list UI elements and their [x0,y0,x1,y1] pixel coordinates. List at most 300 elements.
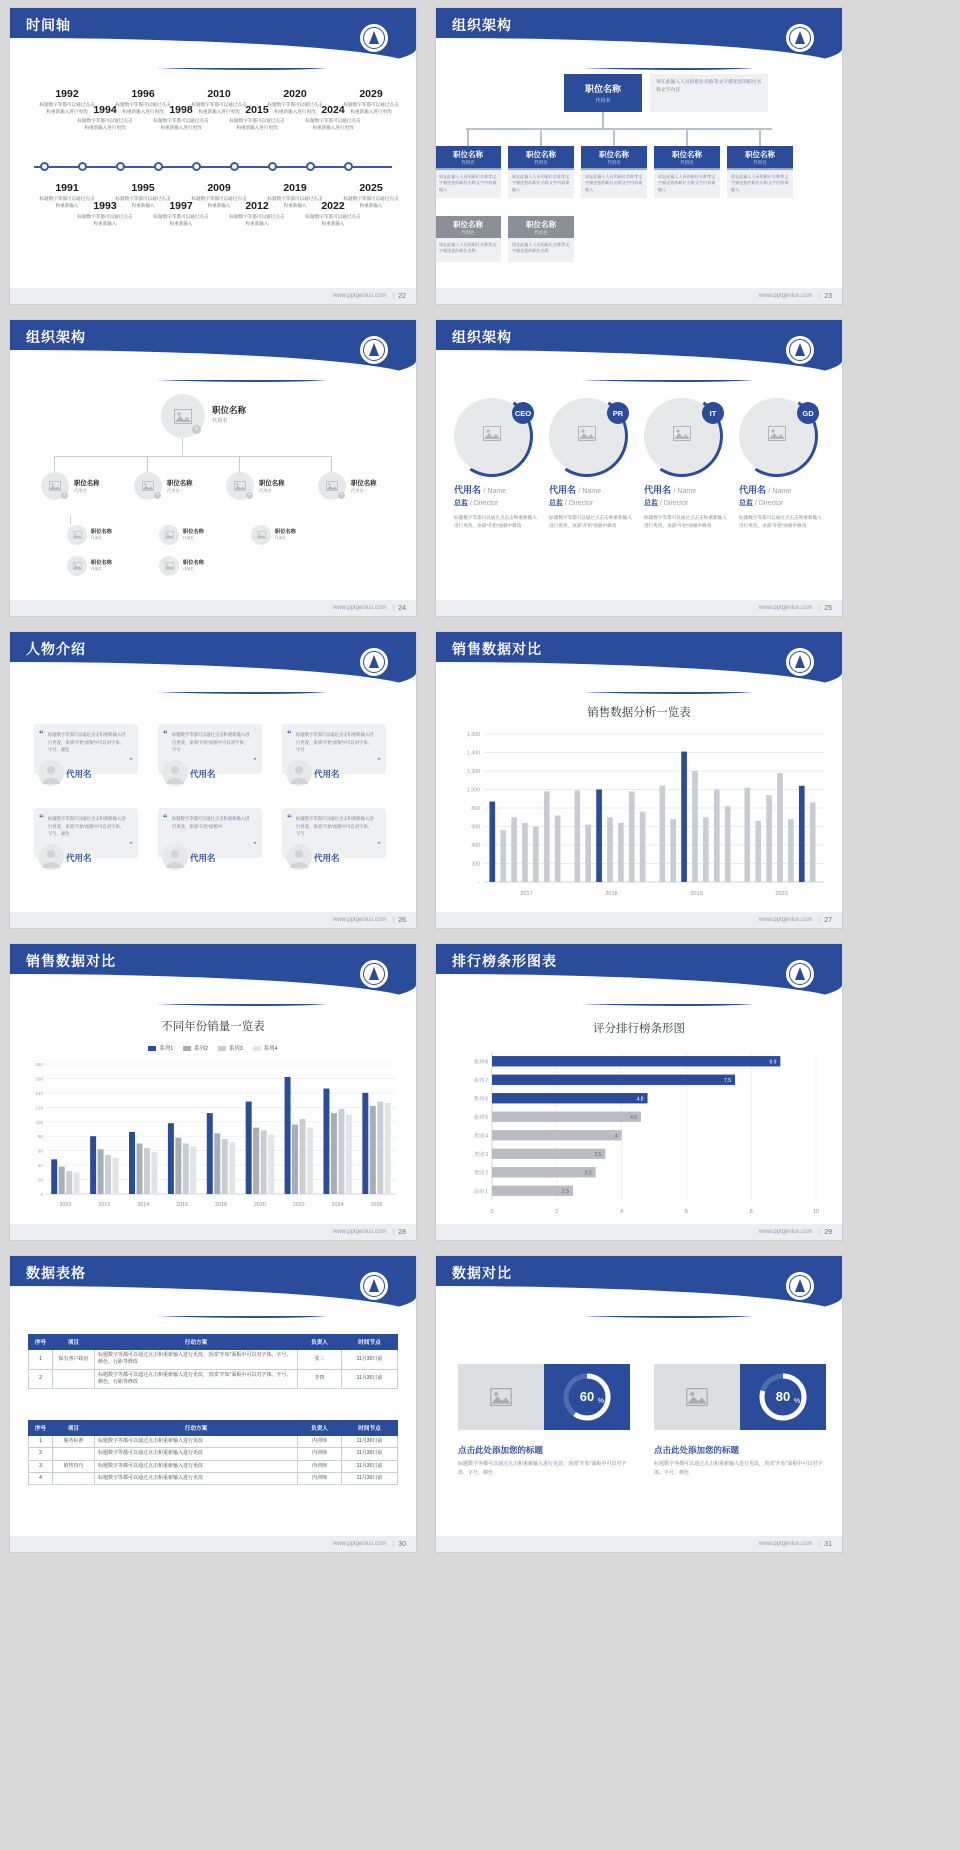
photo-placeholder[interactable] [41,472,69,500]
slide-footer [436,1536,842,1552]
slide-footer [10,288,416,304]
timeline-desc: 标题数字等都可以通过点击和重新输入进行更改 [39,102,95,115]
quote-close-icon: ” [129,757,132,766]
quote-text: 标题数字等都可以通过点击和重新输入进行更改，顶部“开始”面板中可以对字体、字号、颜色 [48,816,126,837]
table-row[interactable] [29,1350,398,1370]
photo-placeholder[interactable] [67,556,87,576]
page-title: 销售数据对比 [26,953,116,969]
compare-card[interactable] [458,1364,630,1430]
person-role-en: / Director [754,500,784,507]
photo-placeholder[interactable] [458,1364,544,1430]
page-number: 28 [398,1228,406,1236]
org-card-sub: 代用名 [461,159,475,165]
org-node-label [91,528,112,541]
page-title: 组织架构 [452,329,512,345]
connector [466,128,772,130]
slide-people-intro [10,632,416,928]
svg-text:200: 200 [471,861,480,868]
footer-separator: | [818,1540,821,1548]
data-table-1 [28,1334,398,1389]
svg-text:100: 100 [35,1119,43,1125]
timeline-desc: 标题数字等都可以通过点击和重新输入 [153,214,209,227]
add-image-icon[interactable]: + [338,492,345,499]
cell-deadline: 11月30日前 [342,1448,398,1460]
svg-text:160: 160 [35,1076,43,1082]
avatar [38,844,64,870]
bar-chart [20,1060,404,1210]
column-header: 序号 [29,1335,53,1350]
footer-separator: | [818,604,821,612]
brand-logo-icon [784,1270,816,1302]
page-number: 25 [824,604,832,612]
person-name [454,483,538,496]
column-header: 项目 [53,1335,95,1350]
svg-text:1,000: 1,000 [467,787,480,794]
org-node-sub: 代用名 [183,567,194,571]
brand-logo-icon [784,22,816,54]
svg-text:4.6: 4.6 [630,1114,638,1121]
timeline-desc: 标题数字等都可以通过点击和重新输入 [229,214,285,227]
svg-text:添加 1: 添加 1 [473,1188,488,1195]
person-card[interactable] [549,398,633,530]
org-node-name: 职位名称 [183,529,204,535]
cell-plan: 标题数字等都可以通过点击和重新输入进行更改，顶部“开始”面板中可以对字体、字号、颜色、行距等修改 [95,1369,298,1389]
slide-header [10,632,416,690]
legend-label: 系列3 [229,1046,243,1052]
photo-placeholder[interactable] [67,525,87,545]
org-node-sub: 代用名 [259,488,272,493]
person-name: 代用名 [314,853,340,863]
org-root-sub: 代用名 [212,418,228,424]
quote-text: 标题数字等都可以通过点击和重新输入进行更改，顶部“开始”面板中 [172,816,250,829]
timeline-desc: 标题数字等都可以通过点击和重新输入进行更改 [115,102,171,115]
svg-text:800: 800 [471,806,480,812]
person-card[interactable] [644,398,728,530]
svg-text:2020: 2020 [775,891,788,897]
person-name: 代用名 [66,769,92,779]
org-card-body: 请在此输入人员的职位名称等文字描述您的职位名称 [436,238,501,262]
org-card-sub: 代用名 [534,159,548,165]
footer-separator: | [392,1540,395,1548]
svg-text:400: 400 [471,843,480,849]
photo-placeholder[interactable] [739,398,815,474]
page-number: 22 [398,292,406,300]
add-image-icon[interactable]: + [61,492,68,499]
page-number: 31 [824,1540,832,1548]
chart-title: 不同年份销量一览表 [161,1021,265,1033]
org-card-sub: 代用名 [680,159,694,165]
org-card-name: 职位名称 [599,149,629,159]
svg-text:120: 120 [35,1105,43,1111]
page-number: 29 [824,1228,832,1236]
svg-text:4: 4 [614,1133,618,1140]
slide-footer [10,1224,416,1240]
org-card-sub: 代用名 [461,229,475,235]
cell-deadline: 11月30日前 [342,1472,398,1484]
column-header: 项目 [53,1421,95,1436]
svg-text:2026: 2026 [370,1202,383,1208]
person-card[interactable] [739,398,823,530]
footer-separator: | [392,916,395,924]
page-number: 27 [824,916,832,924]
photo-placeholder[interactable] [251,525,271,545]
table-row[interactable] [29,1369,398,1389]
slide-header [10,944,416,1002]
footer-site: www.pptgenius.com [333,1541,387,1547]
slide-header [436,8,842,66]
timeline-dot [192,162,201,171]
footer-site: www.pptgenius.com [759,1541,813,1547]
slide-data-tables [10,1256,416,1552]
svg-text:系列 5: 系列 5 [473,1114,488,1121]
svg-text:8.9: 8.9 [769,1059,777,1066]
photo-placeholder[interactable] [318,472,346,500]
photo-placeholder[interactable] [226,472,254,500]
footer-separator: | [818,1228,821,1236]
timeline-year: 2012 [245,200,269,212]
slide-footer [436,600,842,616]
donut-value: 80 [775,1389,791,1404]
quote-text: 标题数字等都可以通过点击和重新输入进行更改，顶部“开始”面板中可以对字体、字号 [296,732,374,753]
person-role-cn: 总监 [739,500,753,507]
connector [602,112,604,128]
svg-text:7.5: 7.5 [724,1077,731,1084]
connector [54,456,55,472]
org-level2-card[interactable] [654,146,720,198]
svg-text:40: 40 [37,1163,43,1169]
donut-chart [544,1364,630,1430]
photo-placeholder[interactable] [134,472,162,500]
org-node-sub: 代用名 [183,536,194,540]
svg-text:类别 3: 类别 3 [473,1151,488,1158]
table-row[interactable] [29,1448,398,1460]
svg-text:80: 80 [37,1134,43,1140]
org-card-sub: 代用名 [607,159,621,165]
svg-text:60: 60 [37,1148,43,1154]
person-name-en: / Name [673,488,697,495]
org-level2-card[interactable] [581,146,647,198]
svg-text:2024: 2024 [331,1202,344,1208]
cell-project [53,1472,95,1484]
table-row[interactable] [29,1436,398,1448]
avatar [38,760,64,786]
slide-header [10,320,416,378]
table-row[interactable] [29,1472,398,1484]
brand-logo-icon [784,646,816,678]
person-role-en: / Director [564,500,594,507]
add-image-icon[interactable]: + [154,492,161,499]
org-card-name: 职位名称 [453,219,483,229]
brand-logo-icon [358,22,390,54]
org-root-box[interactable] [564,74,642,112]
cell-plan: 标题数字等都可以通过点击和重新输入进行更改，顶部“开始”面板中可以对字体、字号、颜色、行距等修改 [95,1350,298,1370]
slide-sales-bar [436,632,842,928]
page-title: 组织架构 [452,17,512,33]
timeline [26,70,400,284]
legend-swatch [218,1046,226,1051]
page-title: 数据表格 [26,1265,86,1281]
timeline-year: 2029 [359,88,383,100]
page-title: 排行榜条形图表 [452,953,557,969]
timeline-dot [40,162,49,171]
timeline-item-below[interactable] [342,182,400,209]
org-level3-card[interactable] [436,216,501,262]
person-name-cn: 代用名 [549,485,577,495]
photo-placeholder[interactable] [644,398,720,474]
footer-site: www.pptgenius.com [759,917,813,923]
cell-owner: 内训师 [298,1460,342,1472]
person-name: 代用名 [66,853,92,863]
person-name-en: / Name [768,488,792,495]
timeline-item-above[interactable] [342,88,400,115]
photo-placeholder[interactable] [549,398,625,474]
page-number: 30 [398,1540,406,1548]
org-node-sub: 代用名 [91,536,102,540]
quote-close-icon: ” [253,841,256,850]
svg-text:2: 2 [555,1209,559,1215]
cell-plan: 标题数字等都可以通过点击和重新输入进行更改 [95,1448,298,1460]
footer-separator: | [392,1228,395,1236]
slide-timeline [10,8,416,304]
footer-site: www.pptgenius.com [333,293,387,299]
org-node-label [91,559,112,572]
connector [759,128,761,146]
page-title: 数据对比 [452,1265,512,1281]
timeline-year: 1992 [55,88,79,100]
connector [147,456,148,472]
person-name: 代用名 [314,769,340,779]
connector [182,438,183,456]
quote-close-icon: ” [377,841,380,850]
org-level2-card[interactable] [727,146,793,198]
timeline-year: 2025 [359,182,383,194]
timeline-year: 2015 [245,104,269,116]
person-role-cn: 总监 [644,500,658,507]
person-name-cn: 代用名 [644,485,672,495]
timeline-desc: 标题数字等都可以通过点击和重新输入进行更改 [305,118,361,131]
cell-deadline: 11月30日前 [342,1436,398,1448]
brand-logo-icon [784,334,816,366]
svg-text:0: 0 [490,1209,494,1215]
person-role-cn: 总监 [549,500,563,507]
connector [331,456,332,472]
quote-open-icon: “ [163,729,168,739]
timeline-desc: 标题数字等都可以通过点击和重新输入 [115,196,171,209]
svg-text:1,200: 1,200 [467,769,480,775]
svg-text:2018: 2018 [215,1202,227,1208]
brand-logo-icon [784,958,816,990]
legend-item[interactable] [183,1044,208,1052]
legend-swatch [183,1046,191,1051]
cell-deadline: 11月30日前 [342,1369,398,1389]
slide-org-boxes [436,8,842,304]
column-header: 负责人 [298,1335,342,1350]
quote-close-icon: ” [253,757,256,766]
person-role [739,498,823,508]
org-node-name: 职位名称 [183,560,204,566]
person-card[interactable] [454,398,538,530]
cell-index: 2 [29,1448,53,1460]
cell-index: 1 [29,1436,53,1448]
donut-chart [740,1364,826,1430]
legend-item[interactable] [148,1044,173,1052]
org-card-name: 职位名称 [526,149,556,159]
org-node-label [183,559,204,572]
timeline-dot [306,162,315,171]
donut-value: 60 [579,1389,595,1404]
svg-text:2022: 2022 [292,1202,305,1208]
timeline-year: 2022 [321,200,345,212]
legend-label: 系列1 [159,1046,174,1052]
timeline-desc: 标题数字等都可以通过点击和重新输入进行更改 [153,118,209,131]
org-card-sub: 代用名 [753,159,767,165]
quote-text: 标题数字等都可以通过点击和重新输入进行更改，顶部“开始”面板中可以对字体、字号、颜色 [48,732,126,753]
svg-text:2019: 2019 [690,891,703,897]
cell-owner: 内训师 [298,1436,342,1448]
connector [540,128,542,146]
connector [70,516,71,524]
timeline-desc: 标题数字等都可以通过点击和重新输入 [343,196,399,209]
slide-footer [10,1536,416,1552]
org-root-label [212,404,246,424]
svg-text:20: 20 [37,1177,43,1183]
add-image-icon[interactable]: + [192,425,201,434]
page-title: 组织架构 [26,329,86,345]
timeline-dot [116,162,125,171]
cell-owner: 内训师 [298,1472,342,1484]
legend-item[interactable] [253,1044,278,1052]
svg-text:10: 10 [812,1209,820,1215]
timeline-dot [344,162,353,171]
org-node-sub: 代用名 [275,536,286,540]
timeline-year: 1991 [55,182,79,194]
slide-header [10,8,416,66]
brand-logo-icon [358,334,390,366]
org-node-name: 职位名称 [351,480,377,487]
person-name-en: / Name [578,488,602,495]
slide-footer [436,288,842,304]
timeline-dot [154,162,163,171]
table-header-row [29,1335,398,1350]
person-role [549,498,633,508]
org-level2-card[interactable] [436,146,501,198]
cell-project [53,1448,95,1460]
org-node-label [275,528,296,541]
slide-footer [436,912,842,928]
connector [686,128,688,146]
slide-data-compare [436,1256,842,1552]
timeline-desc: 标题数字等都可以通过点击和重新输入 [39,196,95,209]
slide-header [436,632,842,690]
slide-org-photos [10,320,416,616]
org-card-name: 职位名称 [526,219,556,229]
quote-open-icon: “ [39,813,44,823]
svg-text:2020: 2020 [253,1202,266,1208]
org-root-name: 职位名称 [212,405,247,415]
person-name-en: / Name [483,488,507,495]
column-header: 序号 [29,1421,53,1436]
slide-header [436,1256,842,1314]
cell-plan: 标题数字等都可以通过点击和重新输入进行更改 [95,1436,298,1448]
footer-site: www.pptgenius.com [333,917,387,923]
timeline-year: 1993 [93,200,117,212]
column-header: 行动方案 [95,1335,298,1350]
legend-item[interactable] [218,1044,243,1052]
card-text: 标题数字等都可以通过点击和重新输入进行更改，顶部“开始”面板中可以对字体、字号、颜色 [654,1461,823,1476]
person-name [739,483,823,496]
card-text: 标题数字等都可以通过点击和重新输入进行更改，顶部“开始”面板中可以对字体、字号、颜色 [458,1461,627,1476]
photo-placeholder[interactable] [159,556,179,576]
footer-separator: | [818,292,821,300]
timeline-year: 2024 [321,104,345,116]
cell-project: 服务标准 [53,1436,95,1448]
compare-card[interactable] [654,1364,826,1430]
timeline-dot [268,162,277,171]
timeline-year: 1997 [169,200,193,212]
org-card-body: 请在此输入人员的职位名称等文字描述您的职位名称文字内容请输入 [436,168,501,198]
photo-placeholder[interactable] [454,398,530,474]
role-badge: IT [702,402,724,424]
quote-open-icon: “ [287,729,292,739]
table-row[interactable] [29,1460,398,1472]
org-card-name: 职位名称 [453,149,483,159]
footer-site: www.pptgenius.com [333,1229,387,1235]
org-level3-card[interactable] [508,216,574,262]
cell-deadline: 11月30日前 [342,1460,398,1472]
chart-title: 销售数据分析一览表 [587,707,691,719]
footer-site: www.pptgenius.com [759,1229,813,1235]
org-node-sub: 代用名 [167,488,180,493]
org-node-sub: 代用名 [351,488,364,493]
timeline-desc: 标题数字等都可以通过点击和重新输入进行更改 [267,102,323,115]
timeline-desc: 标题数字等都可以通过点击和重新输入进行更改 [191,102,247,115]
org-card-body: 请在此输入人员的职位名称等文字描述您的职位名称文字内容请输入 [581,168,647,198]
slide-footer [10,600,416,616]
column-header: 负责人 [298,1421,342,1436]
org-card-sub: 代用名 [534,229,548,235]
bar-chart [450,730,830,900]
timeline-year: 2009 [207,182,231,194]
org-node-label [167,478,193,494]
slide-ranking-bar [436,944,842,1240]
photo-placeholder[interactable] [159,525,179,545]
svg-text:2014: 2014 [137,1202,150,1208]
person-name [644,483,728,496]
person-desc: 标题数字等都可以通过点击击和重新输入进行更改，顶部“开始”面板中修改 [739,515,822,528]
person-desc: 标题数字等都可以通过点击击和重新输入进行更改，顶部“开始”面板中修改 [549,515,632,528]
timeline-dot [230,162,239,171]
page-title: 时间轴 [26,17,71,33]
chart-legend [10,1044,416,1052]
photo-placeholder[interactable] [161,394,205,438]
slide-org-circles [436,320,842,616]
person-name-cn: 代用名 [454,485,482,495]
person-name-cn: 代用名 [739,485,767,495]
brand-logo-icon [358,1270,390,1302]
org-level2-card[interactable] [508,146,574,198]
svg-text:2016: 2016 [176,1202,189,1208]
svg-text:140: 140 [35,1090,43,1096]
donut-unit: % [597,1398,605,1405]
svg-text:2018: 2018 [605,891,618,897]
legend-label: 系列4 [263,1046,278,1052]
photo-placeholder[interactable] [654,1364,740,1430]
org-node-label [183,528,204,541]
add-image-icon[interactable]: + [246,492,253,499]
org-node-sub: 代用名 [74,488,87,493]
org-node-name: 职位名称 [91,560,112,566]
page-title: 销售数据对比 [452,641,542,657]
